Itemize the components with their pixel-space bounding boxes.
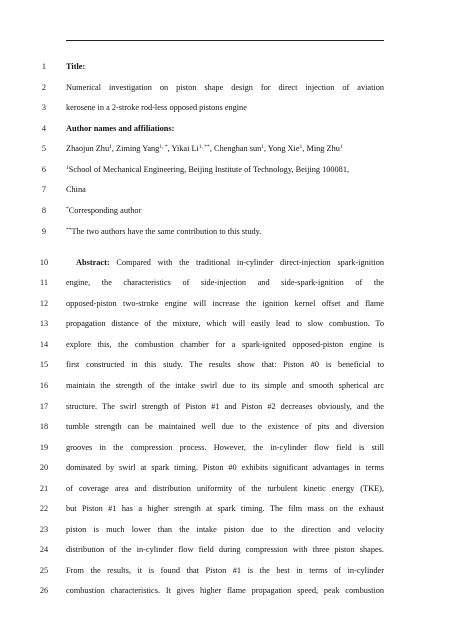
author-affiliation-mark: 1 <box>261 144 265 150</box>
line-number: 17 <box>39 402 49 411</box>
line-number: 10 <box>39 258 49 267</box>
affiliation-text <box>66 163 384 177</box>
abstract-line: combustion characteristics. It gives higher flame propagation speed, peak combustion <box>66 586 384 595</box>
abstract-line <box>76 256 384 270</box>
manuscript-line-4 <box>0 122 450 136</box>
manuscript-line-17 <box>0 400 450 414</box>
abstract-line: propagation distance of the mixture, which will easily lead to slow combustion. To <box>66 319 384 328</box>
author-list <box>66 142 384 156</box>
authors-heading: Author names and affiliations: <box>66 124 175 133</box>
manuscript-line-10 <box>0 256 450 270</box>
line-number: 16 <box>39 381 49 390</box>
affiliation-mark: 1 <box>66 165 69 171</box>
affiliation-line-2: China <box>66 185 86 194</box>
author-name: Yikai Li <box>171 144 199 153</box>
line-number: 6 <box>41 165 47 174</box>
line-number: 20 <box>39 463 49 472</box>
manuscript-line-6 <box>0 163 450 177</box>
line-number: 15 <box>39 360 49 369</box>
line-number: 9 <box>41 227 47 236</box>
author-affiliation-mark: 1 <box>109 144 112 150</box>
manuscript-line-25 <box>0 564 450 578</box>
abstract-line: piston is much lower than the intake piston due to the direction and velocity <box>66 525 384 534</box>
line-number: 26 <box>39 586 49 595</box>
line-number: 23 <box>39 525 49 534</box>
author-affiliation-mark: 1 <box>339 144 343 150</box>
author-affiliation-mark: 1 <box>299 144 303 150</box>
title-text-line-2: kerosene in a 2-stroke rod-less opposed pistons engine <box>66 103 247 112</box>
manuscript-line-14 <box>0 338 450 352</box>
abstract-line: tumble strength can be maintained well due to the existence of pits and diversion <box>66 422 384 431</box>
corresponding-author-note <box>66 204 384 218</box>
abstract-line: first constructed in this study. The results show that: Piston #0 is beneficial to <box>66 360 384 369</box>
author-name: Chenghan sun <box>214 144 262 153</box>
author-affiliation-mark: 1, ** <box>198 144 210 150</box>
line-number: 5 <box>41 144 47 153</box>
line-number: 2 <box>41 83 47 92</box>
footnote-mark: * <box>66 206 69 212</box>
manuscript-line-18 <box>0 420 450 434</box>
line-number: 22 <box>39 504 49 513</box>
author-separator: , <box>167 144 172 153</box>
manuscript-line-3 <box>0 101 450 115</box>
author-name: Yong Xie <box>267 144 300 153</box>
manuscript-line-13 <box>0 317 450 331</box>
abstract-line: distribution of the in-cylinder flow field during compression with three piston shapes. <box>66 545 384 554</box>
manuscript-line-12 <box>0 297 450 311</box>
line-number: 24 <box>39 545 49 554</box>
manuscript-line-15 <box>0 358 450 372</box>
footnote-mark: ** <box>66 227 72 233</box>
author-separator: , <box>302 144 307 153</box>
line-number: 11 <box>40 278 48 287</box>
abstract-line: structure. The swirl strength of Piston #1 and Piston #2 decreases obviously, and the <box>66 402 384 411</box>
title-text-line-1: Numerical investigation on piston shape design for direct injection of aviation <box>66 83 384 92</box>
line-number: 1 <box>41 62 47 71</box>
manuscript-line-9 <box>0 225 450 239</box>
manuscript-line-21 <box>0 482 450 496</box>
manuscript-line-26 <box>0 584 450 598</box>
manuscript-line-8 <box>0 204 450 218</box>
line-number: 14 <box>39 340 49 349</box>
affiliation-line-1: School of Mechanical Engineering, Beijing Institute of Technology, Beijing 100081, <box>68 165 350 174</box>
manuscript-line-24 <box>0 543 450 557</box>
manuscript-line-20 <box>0 461 450 475</box>
author-name: Ming Zhu <box>306 144 340 153</box>
line-number: 8 <box>41 206 47 215</box>
abstract-line: engine, the characteristics of side-injection and side-spark-ignition of the <box>66 278 384 287</box>
abstract-line: explore this, the combustion chamber for a spark-ignited opposed-piston engine is <box>66 340 384 349</box>
manuscript-line-11 <box>0 276 450 290</box>
line-number: 21 <box>39 484 49 493</box>
line-number: 12 <box>39 299 49 308</box>
abstract-line: grooves in the compression process. However, the in-cylinder flow field is still <box>66 443 384 452</box>
abstract-line: but Piston #1 has a higher strength at spark timing. The film mass on the exhaust <box>66 504 384 513</box>
manuscript-line-5 <box>0 142 450 156</box>
abstract-line: opposed-piston two-stroke engine will increase the ignition kernel offset and flame <box>66 299 384 308</box>
manuscript-line-23 <box>0 523 450 537</box>
abstract-line: maintain the strength of the intake swirl due to its simple and smooth spherical arc <box>66 381 384 390</box>
manuscript-line-19 <box>0 441 450 455</box>
author-affiliation-mark: 1, * <box>159 144 168 150</box>
manuscript-line-1 <box>0 60 450 74</box>
author-name: Ziming Yang <box>116 144 160 153</box>
header-rule <box>66 40 384 41</box>
corresponding-author-text: Corresponding author <box>68 206 142 215</box>
line-number: 18 <box>39 422 49 431</box>
abstract-text: Compared with the traditional in-cylinder direct-injection spark-ignition <box>109 258 384 267</box>
line-number: 19 <box>39 443 49 452</box>
manuscript-line-2 <box>0 81 450 95</box>
equal-contribution-note <box>66 225 384 239</box>
author-separator: , <box>209 144 215 153</box>
abstract-line: of coverage area and distribution uniformity of the turbulent kinetic energy (TKE), <box>66 484 384 493</box>
line-number: 7 <box>41 185 47 194</box>
line-number: 4 <box>41 124 47 133</box>
line-number: 13 <box>39 319 49 328</box>
author-separator: , <box>264 144 268 153</box>
title-heading: Title: <box>66 62 86 71</box>
abstract-line: From the results, it is found that Piston #1 is the best in terms of in-cylinder <box>66 566 384 575</box>
line-number: 25 <box>39 566 49 575</box>
author-name: Zhaojun Zhu <box>66 144 110 153</box>
manuscript-line-16 <box>0 379 450 393</box>
abstract-label: Abstract: <box>76 258 110 267</box>
manuscript-line-7 <box>0 183 450 197</box>
manuscript-line-22 <box>0 502 450 516</box>
equal-contribution-text: The two authors have the same contribution to this study. <box>71 227 262 236</box>
line-number: 3 <box>41 103 47 112</box>
author-separator: , <box>111 144 116 153</box>
abstract-line: dominated by swirl at spark timing. Piston #0 exhibits significant advantages in terms <box>66 463 384 472</box>
